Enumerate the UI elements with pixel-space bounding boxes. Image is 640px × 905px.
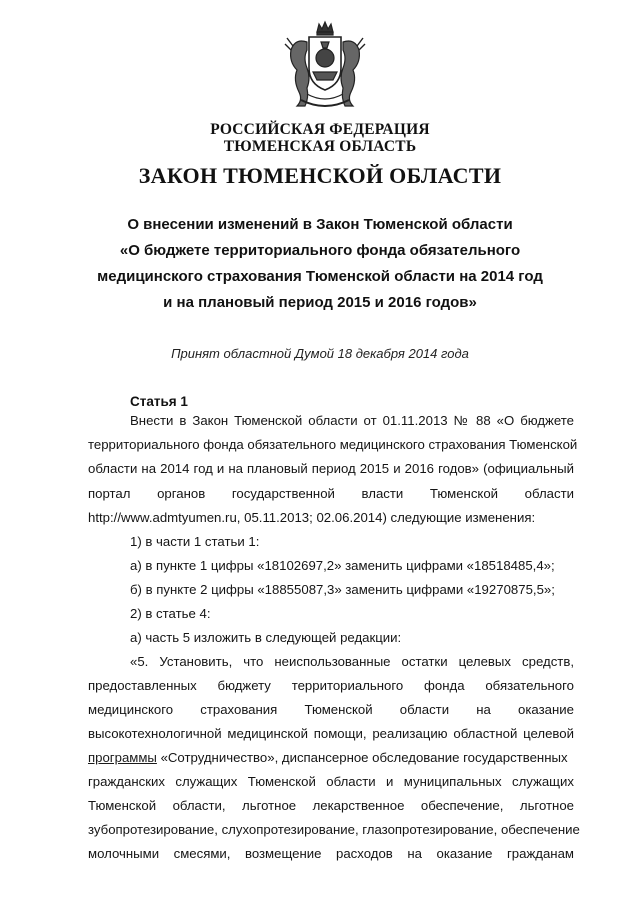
article-text-line: области на 2014 год и на плановый период 2015 и 2016 годов» (официальный [88, 461, 574, 476]
header-federation: РОССИЙСКАЯ ФЕДЕРАЦИЯ [210, 121, 430, 138]
article-text-line: Внести в Закон Тюменской области от 01.11.2013 № 88 «О бюджете [130, 413, 574, 428]
article-text-line: Тюменской области, льготное лекарственное обеспечение, льготное [88, 798, 574, 813]
law-subject-line-2: «О бюджете территориального фонда обязательного [119, 242, 521, 259]
article-text-line: а) в пункте 1 цифры «18102697,2» заменить цифрами «18518485,4»; [130, 558, 555, 573]
article-text-line [88, 749, 574, 766]
article-text-line: 2) в статье 4: [130, 606, 211, 621]
article-text-line: молочными смесями, возмещение расходов на оказание гражданам [88, 846, 574, 861]
law-subject-line-1: О внесении изменений в Закон Тюменской области [127, 216, 513, 233]
article-text-line: б) в пункте 2 цифры «18855087,3» заменить цифрами «19270875,5»; [130, 582, 555, 597]
article-text-line: а) часть 5 изложить в следующей редакции: [130, 630, 402, 645]
article-text-line: территориального фонда обязательного медицинского страхования Тюменской [88, 437, 578, 452]
article-text-line: медицинского страхования Тюменской области на оказание [88, 702, 574, 717]
law-subject-line-4: и на плановый период 2015 и 2016 годов» [163, 294, 477, 311]
article-text-line: предоставленных бюджету территориального фонда обязательного [88, 678, 574, 693]
article-text-line: зубопротезирование, слухопротезирование, глазопротезирование, обеспечение [88, 822, 580, 837]
article-text-line: портал органов государственной власти Тюменской области [88, 486, 574, 501]
article-text-line: 1) в части 1 статьи 1: [130, 534, 260, 549]
article-text-fragment: «Сотрудничество», диспансерное обследование государственных [156, 750, 568, 765]
article-text-line: http://www.admtyumen.ru, 05.11.2013; 02.06.2014) следующие изменения: [88, 510, 536, 525]
article-text-line: гражданских служащих Тюменской области и муниципальных служащих [88, 774, 574, 789]
article-text-line: «5. Установить, что неиспользованные остатки целевых средств, [130, 654, 574, 669]
header-region: ТЮМЕНСКАЯ ОБЛАСТЬ [223, 138, 417, 155]
adoption-note: Принят областной Думой 18 декабря 2014 года [171, 346, 469, 361]
article-text-line: высокотехнологичной медицинской помощи, реализацию областной целевой [88, 726, 574, 741]
coat-of-arms-icon [277, 20, 373, 114]
law-title: ЗАКОН ТЮМЕНСКОЙ ОБЛАСТИ [138, 163, 502, 188]
article-heading: Статья 1 [130, 394, 188, 409]
program-link[interactable]: программы [88, 750, 157, 765]
law-subject-line-3: медицинского страхования Тюменской области на 2014 год [97, 268, 543, 285]
